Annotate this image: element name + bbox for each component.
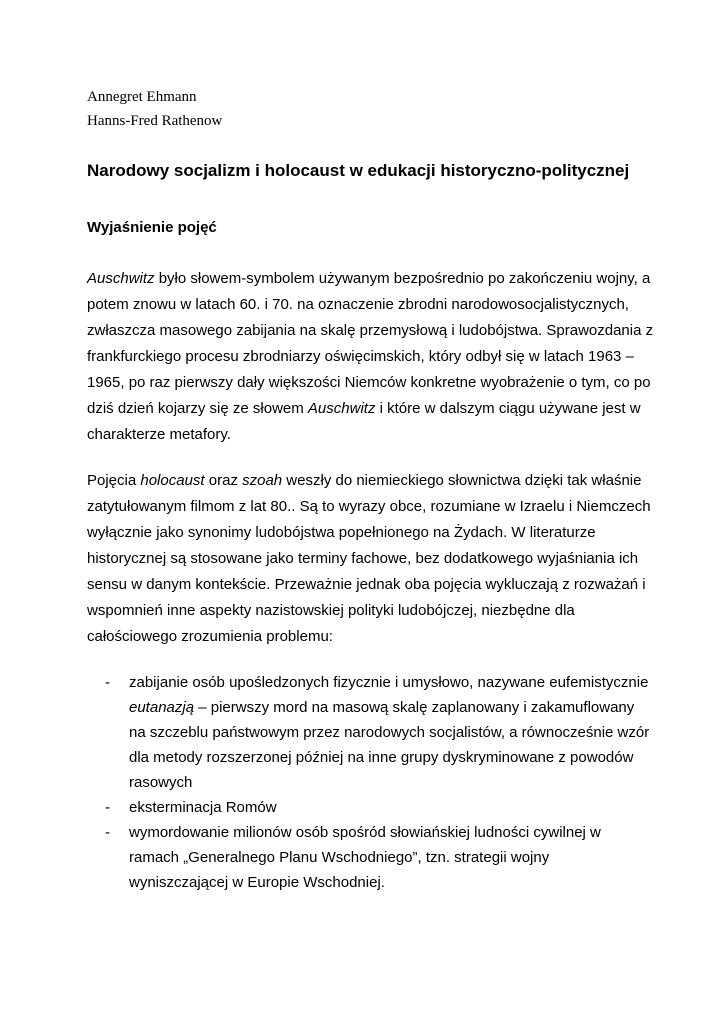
text-line: zabijanie osób upośledzonych fizycznie i umysłowo, nazywane eufemistycznie (129, 674, 649, 691)
list-item (87, 795, 647, 820)
text-line: frankfurckiego procesu zbrodniarzy oświęcimskich, który odbył się w latach 1963 – (87, 348, 634, 365)
text-line: dla metody rozszerzonej później na inne grupy dyskryminowane z powodów (129, 749, 634, 766)
text-line: zwłaszcza masowego zabijania na skalę przemysłową i ludobójstwa. Sprawozdania z (87, 322, 654, 339)
text-span: i które w dalszym ciągu używane jest w (375, 400, 641, 417)
text-line (87, 266, 651, 292)
author-name: Hanns-Fred Rathenow (87, 113, 223, 129)
text-line: eksterminacja Romów (129, 799, 277, 816)
text-line: ramach „Generalnego Planu Wschodniego”, tzn. strategii wojny (129, 849, 550, 866)
author-list (87, 85, 222, 133)
italic-term: eutanazją (129, 699, 195, 716)
text-span: dziś dzień kojarzy się ze słowem (87, 400, 308, 417)
text-line: charakterze metafory. (87, 426, 231, 443)
text-line: 1965, po raz pierwszy dały większości Niemców konkretne wyobrażenie o tym, co po (87, 374, 651, 391)
italic-term: Auschwitz (87, 270, 155, 287)
text-line: rasowych (129, 774, 193, 791)
text-span: Pojęcia (87, 472, 141, 489)
list-item (87, 820, 647, 895)
aspects-list (87, 670, 650, 895)
section-heading: Wyjaśnienie pojęć (87, 219, 217, 236)
text-line: wyniszczającej w Europie Wschodniej. (129, 874, 385, 891)
text-line: wyłącznie jako synonimy ludobójstwa popełnionego na Żydach. W literaturze (87, 524, 596, 541)
italic-term: holocaust (140, 472, 205, 489)
italic-term: szoah (242, 472, 283, 489)
text-line: wspomnień inne aspekty nazistowskiej polityki ludobójczej, niezbędne dla (87, 602, 575, 619)
text-line: na szczeblu państwowym przez narodowych socjalistów, a równocześnie wzór (129, 724, 650, 741)
text-line: zatytułowanym filmom z lat 80.. Są to wyrazy obce, rozumiane w Izraelu i Niemczech (87, 498, 651, 515)
document-title: Narodowy socjalizm i holocaust w edukacji historyczno-politycznej (87, 161, 630, 180)
text-line: historycznej są stosowane jako terminy fachowe, bez dodatkowego wyjaśniania ich (87, 550, 639, 567)
list-bullet: - (105, 674, 110, 691)
text-span: weszły do niemieckiego słownictwa dzięki tak właśnie (282, 472, 642, 489)
text-line (129, 695, 647, 720)
text-line (87, 396, 647, 422)
text-line: sensu w danym kontekście. Przeważnie jednak oba pojęcia wykluczają z rozważań i (87, 576, 646, 593)
list-bullet: - (105, 824, 110, 841)
text-span: było słowem-symbolem używanym bezpośrednio po zakończeniu wojny, a (154, 270, 651, 287)
text-line (87, 468, 647, 494)
list-bullet: - (105, 799, 110, 816)
text-line: całościowego zrozumienia problemu: (87, 628, 333, 645)
list-item (87, 670, 650, 795)
italic-term: Auschwitz (307, 400, 376, 417)
text-line: wymordowanie milionów osób spośród słowiańskiej ludności cywilnej w (129, 824, 601, 841)
text-span: oraz (204, 472, 243, 489)
paragraph-holocaust (87, 468, 651, 650)
text-span: – pierwszy mord na masową skalę zaplanowany i zakamuflowany (194, 699, 635, 716)
author-name: Annegret Ehmann (87, 89, 197, 105)
paragraph-auschwitz (87, 266, 654, 448)
text-line: potem znowu w latach 60. i 70. na oznaczenie zbrodni narodowosocjalistycznych, (87, 296, 629, 313)
